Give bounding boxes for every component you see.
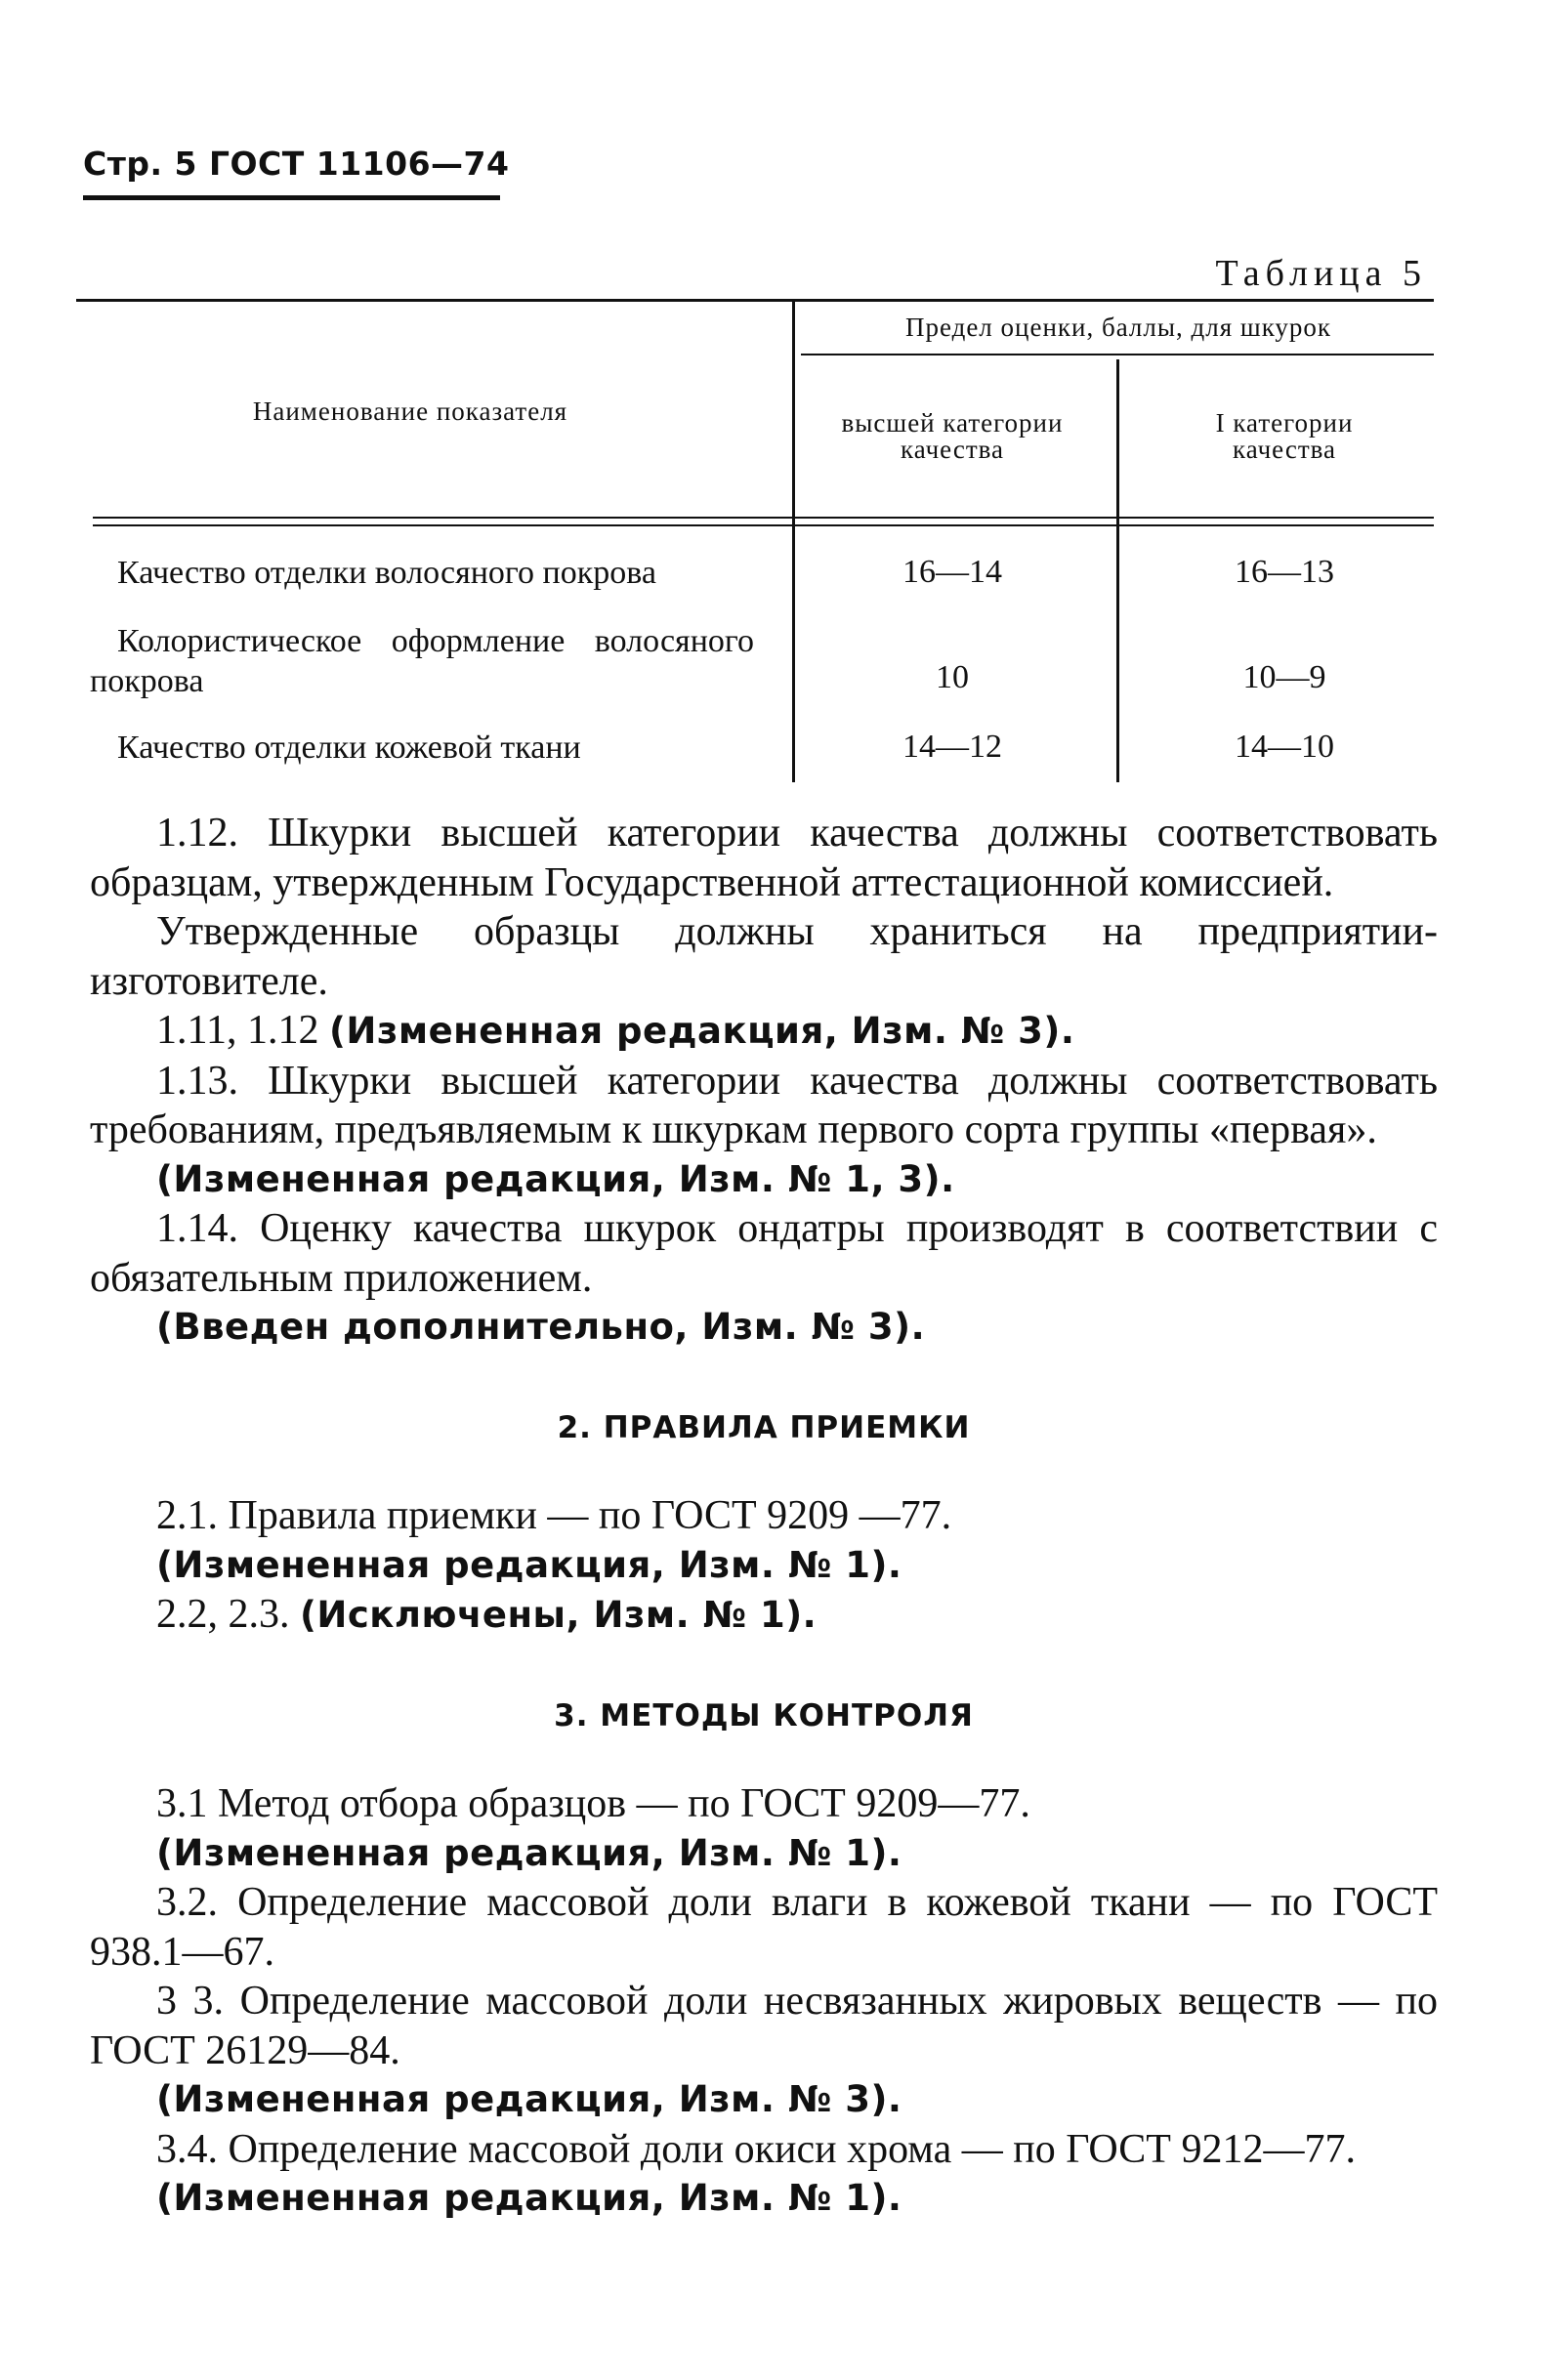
clause-ref: 1.11, 1.12 <box>156 1008 329 1053</box>
paragraph-2-2 <box>90 1590 1438 1641</box>
table-row-first: 16—13 <box>1235 554 1334 590</box>
paragraph-1-13: 1.13. Шкурки высшей категории качества должны соответствовать требованиям, предъявляемым к шкуркам первого сорта группы «первая». <box>90 1058 1438 1152</box>
body-text <box>90 809 1438 2224</box>
amendment-note: (Измененная редакция, Изм. № 3). <box>328 1010 1075 1052</box>
table-header-name: Наименование показателя <box>252 397 568 426</box>
table-vline-2 <box>1116 359 1119 782</box>
clause-ref: 2.2, 2.3. <box>156 1592 300 1637</box>
section-3-title: 3. МЕТОДЫ КОНТРОЛЯ <box>554 1697 974 1733</box>
paragraph-3-2: 3.2. Определение массовой доли влаги в кожевой ткани — по ГОСТ 938.1—67. <box>90 1880 1438 1975</box>
amendment-note: (Измененная редакция, Изм. № 1). <box>156 1543 902 1586</box>
paragraph-2-1: 2.1. Правила приемки — по ГОСТ 9209 —77. <box>156 1493 952 1538</box>
table-row-first: 14—10 <box>1235 729 1334 765</box>
paragraph-3-1: 3.1 Метод отбора образцов — по ГОСТ 9209—77. <box>156 1781 1030 1826</box>
paragraph-3-3: 3 3. Определение массовой доли несвязанных жировых веществ — по ГОСТ 26129—84. <box>90 1979 1438 2073</box>
table-top-rule <box>76 299 1434 302</box>
table-row-name: Качество отделки волосяного покрова <box>117 555 656 591</box>
table-row-name: Колористическое оформление волосяного покрова <box>90 623 754 699</box>
paragraph-1-12: 1.12. Шкурки высшей категории качества должны соответствовать образцам, утвержденным Государственной аттестационной комиссией. <box>90 811 1438 905</box>
table-header-group: Предел оценки, баллы, для шкурок <box>904 313 1332 342</box>
header-underline <box>83 195 500 200</box>
paragraph-1-14: 1.14. Оценку качества шкурок ондатры производят в соответствии с обязательным приложением. <box>90 1206 1438 1301</box>
header-bottom-rule-1 <box>93 517 1434 519</box>
table-caption: Таблица 5 <box>1215 253 1427 294</box>
amendment-note: (Измененная редакция, Изм. № 1, 3). <box>156 1157 955 1200</box>
table-row-name: Качество отделки кожевой ткани <box>117 730 581 766</box>
table-row-high: 16—14 <box>902 554 1002 590</box>
table-row-first: 10—9 <box>1242 659 1326 695</box>
page-header: Стр. 5 ГОСТ 11106—74 <box>83 145 510 183</box>
table-row-high: 14—12 <box>902 729 1002 765</box>
paragraph-1-11 <box>90 1006 1438 1057</box>
amendment-note: (Измененная редакция, Изм. № 1). <box>156 2177 902 2219</box>
table-vline-1 <box>792 299 795 782</box>
table-header-first: I категории качества <box>1215 408 1354 464</box>
amendment-note: (Измененная редакция, Изм. № 3). <box>156 2078 902 2120</box>
paragraph-3-4: 3.4. Определение массовой доли окиси хрома — по ГОСТ 9212—77. <box>156 2126 1356 2172</box>
table-row-high: 10 <box>936 659 969 695</box>
amendment-note: (Измененная редакция, Изм. № 1). <box>156 1831 902 1874</box>
group-header-rule <box>801 354 1434 355</box>
amendment-note: (Исключены, Изм. № 1). <box>300 1594 818 1636</box>
section-2-title: 2. ПРАВИЛА ПРИЕМКИ <box>557 1409 971 1445</box>
table-header-high: высшей категории качества <box>841 408 1064 464</box>
paragraph-samples: Утвержденные образцы должны храниться на предприятии-изготовителе. <box>90 909 1438 1004</box>
header-bottom-rule-2 <box>93 524 1434 526</box>
amendment-note: (Введен дополнительно, Изм. № 3). <box>156 1306 926 1348</box>
